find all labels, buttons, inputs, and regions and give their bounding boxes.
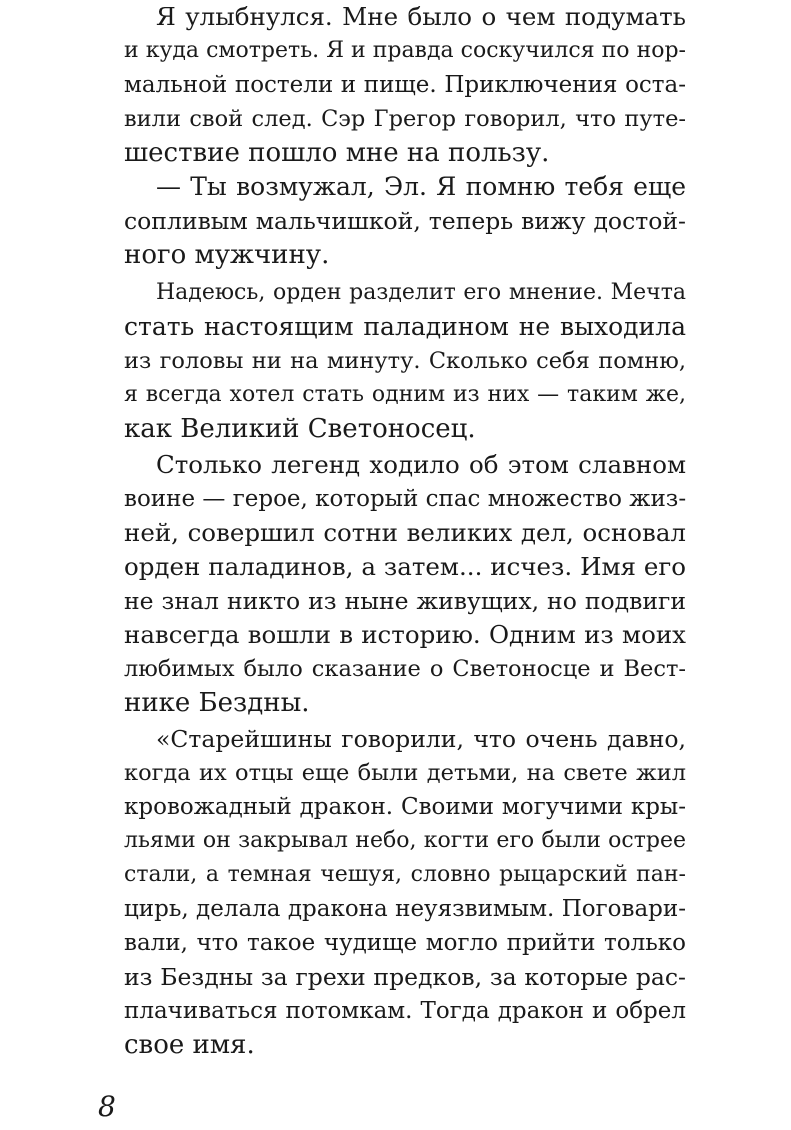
text-line: кровожадный дракон. Своими могучими кры-	[124, 794, 686, 820]
text-line: нике Бездны.	[124, 688, 310, 718]
page-number: 8	[98, 1090, 116, 1123]
text-line: из головы ни на минуту. Сколько себя помню,	[124, 348, 686, 374]
text-line: стать настоящим паладином не выходила	[124, 312, 686, 341]
text-line: свое имя.	[124, 1030, 255, 1060]
text-line: Я улыбнулся. Мне было о чем подумать	[156, 2, 686, 31]
text-line: цирь, делала дракона неуязвимым. Поговари-	[124, 896, 686, 922]
text-line: Надеюсь, орден разделит его мнение. Мечта	[156, 280, 686, 305]
text-line: «Старейшины говорили, что очень давно,	[156, 725, 686, 753]
text-line: ней, совершил сотни великих дел, основал	[124, 518, 686, 547]
text-line: Столько легенд ходило об этом славном	[156, 450, 686, 479]
text-line: из Бездны за грехи предков, за которые рас-	[124, 963, 686, 991]
text-line: ного мужчину.	[124, 240, 330, 270]
text-line: вали, что такое чудище могло прийти только	[124, 930, 686, 956]
text-line: орден паладинов, а затем... исчез. Имя его	[124, 552, 686, 581]
text-line: шествие пошло мне на пользу.	[124, 138, 550, 168]
text-line: навсегда вошли в историю. Одним из моих	[124, 620, 686, 649]
text-line: мальной постели и пище. Приключения оста-	[124, 72, 686, 98]
text-line: плачиваться потомкам. Тогда дракон и обрел	[124, 998, 686, 1024]
text-line: льями он закрывал небо, когти его были острее	[124, 828, 686, 853]
text-line: стали, а темная чешуя, словно рыцарский пан-	[124, 862, 686, 887]
text-line: не знал никто из ныне живущих, но подвиги	[124, 587, 686, 615]
text-line: и куда смотреть. Я и правда соскучился по нор-	[124, 38, 686, 63]
text-line: сопливым мальчишкой, теперь вижу достой-	[124, 207, 686, 235]
text-line: — Ты возмужал, Эл. Я помню тебя еще	[156, 172, 686, 201]
text-line: когда их отцы еще были детьми, на свете жил	[124, 760, 686, 786]
text-line: я всегда хотел стать одним из них — таким же,	[124, 382, 686, 407]
text-line: любимых было сказание о Светоносце и Вест-	[124, 656, 686, 682]
text-line: как Великий Светоносец.	[124, 414, 476, 444]
text-line: вили свой след. Сэр Грегор говорил, что путе-	[124, 106, 686, 132]
text-line: воине — герое, который спас множество жиз-	[124, 486, 687, 512]
